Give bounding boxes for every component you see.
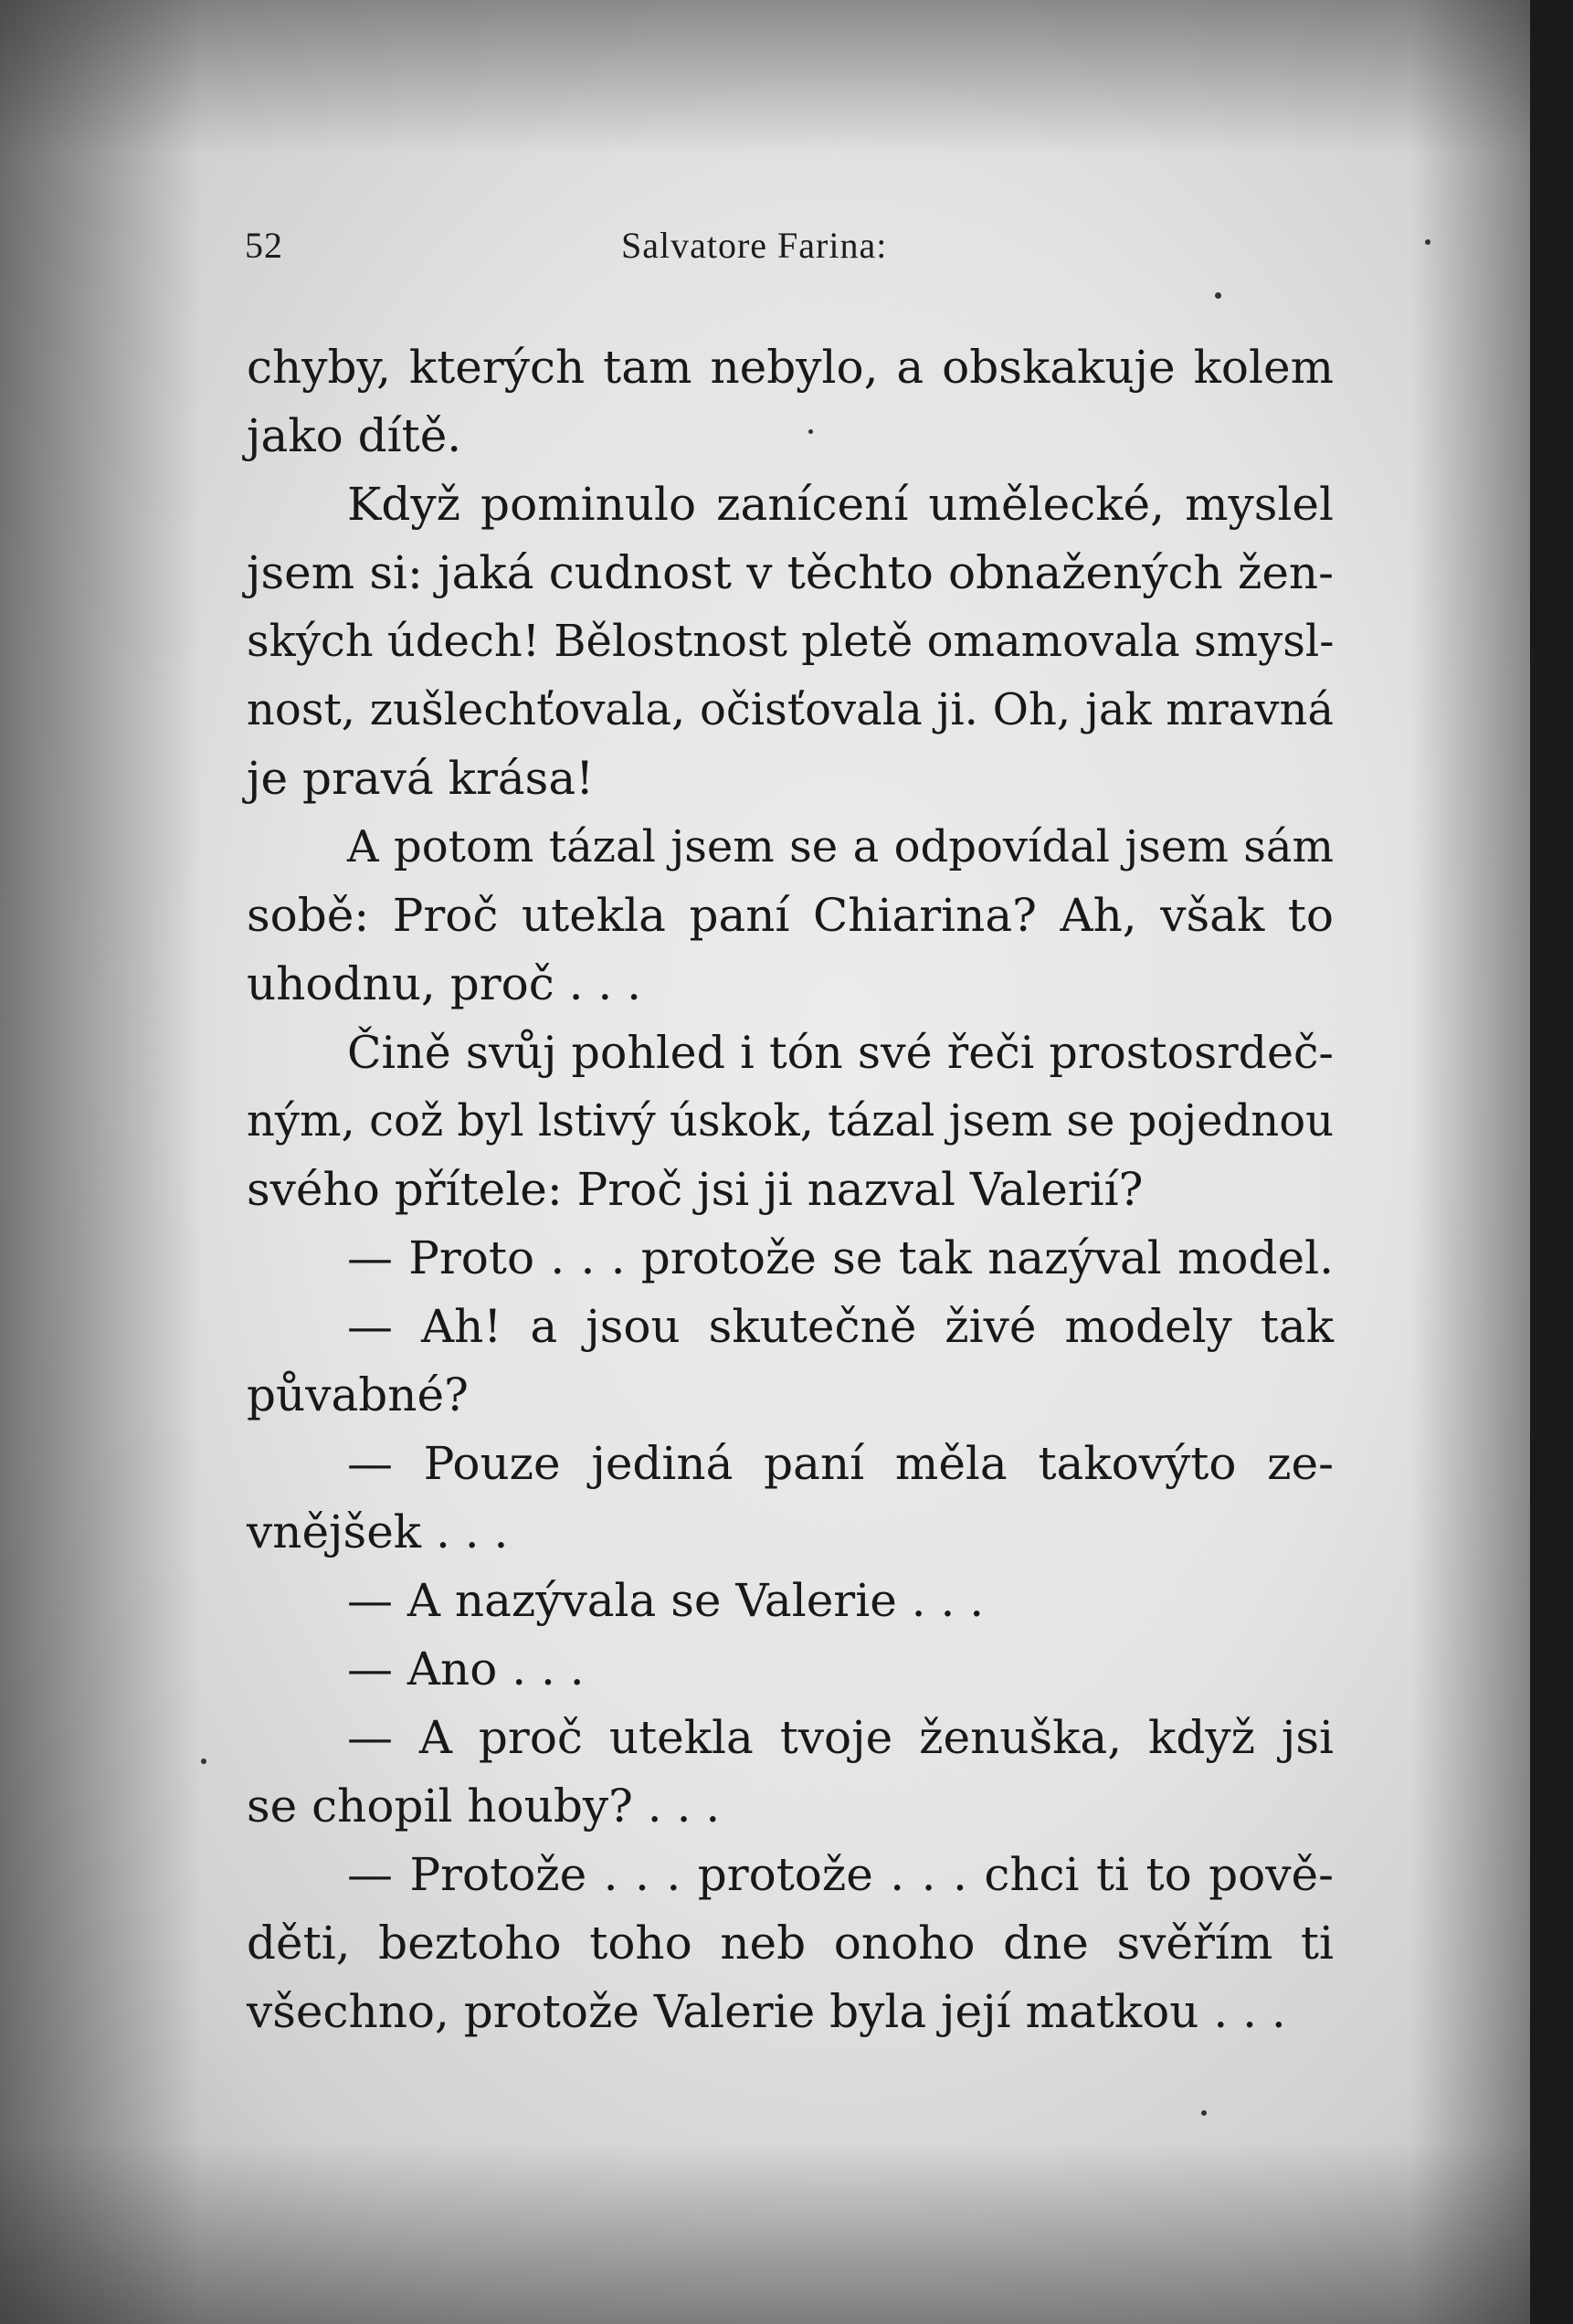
text-line: sobě: Proč utekla paní Chiarina? Ah, však to <box>247 889 1334 942</box>
text-line: — Proto . . . protože se tak nazýval model. <box>347 1231 1334 1284</box>
text-line: svého přítele: Proč jsi ji nazval Valerií? <box>247 1163 1144 1216</box>
text-line: Když pominulo zanícení umělecké, myslel <box>347 478 1334 531</box>
text-line: děti, beztoho toho neb onoho dne svěřím ti <box>247 1917 1334 1970</box>
text-line: ských údech! Bělostnost pletě omamovala smysl- <box>247 616 1335 667</box>
text-line: jsem si: jaká cudnost v těchto obnažených žen- <box>247 546 1334 599</box>
text-line: — A nazývala se Valerie . . . <box>347 1574 985 1627</box>
scan-speck <box>201 1759 206 1764</box>
page-edge-shadow-bottom <box>0 2141 1530 2324</box>
running-head: Salvatore Farina: <box>621 225 888 266</box>
text-line: uhodnu, proč . . . <box>247 957 642 1010</box>
body-text <box>247 333 1334 2046</box>
text-line: vnějšek . . . <box>247 1505 509 1558</box>
page-edge-shadow-right <box>1411 0 1530 2324</box>
text-line: jako dítě. <box>247 409 462 462</box>
page-header <box>245 224 1341 279</box>
scan-speck <box>1215 292 1221 299</box>
page-edge-shadow-top <box>0 0 1530 155</box>
text-line: — Pouze jediná paní měla takovýto ze- <box>347 1437 1334 1490</box>
page-number: 52 <box>245 225 283 266</box>
page-edge-shadow-left <box>0 0 201 2324</box>
text-line: je pravá krása! <box>247 752 595 805</box>
text-line: — Ah! a jsou skutečně živé modely tak <box>347 1300 1334 1353</box>
text-line: půvabné? <box>247 1368 469 1421</box>
text-line: ným, což byl lstivý úskok, tázal jsem se pojednou <box>247 1095 1334 1146</box>
text-line: se chopil houby? . . . <box>247 1780 721 1833</box>
text-line: — Ano . . . <box>347 1643 585 1695</box>
text-line: Čině svůj pohled i tón své řeči prostosrdeč- <box>347 1027 1334 1079</box>
text-line: A potom tázal jsem se a odpovídal jsem sám <box>347 821 1334 872</box>
text-line: — A proč utekla tvoje ženuška, když jsi <box>347 1711 1334 1764</box>
text-line: nost, zušlechťovala, očisťovala ji. Oh, jak mravná <box>247 684 1334 735</box>
text-line: všechno, protože Valerie byla její matkou . . . <box>247 1985 1286 2038</box>
text-line: chyby, kterých tam nebylo, a obskakuje kolem <box>247 341 1334 394</box>
scan-speck <box>1201 2110 1207 2116</box>
text-line: — Protože . . . protože . . . chci ti to pově- <box>347 1848 1334 1901</box>
scan-speck <box>808 429 813 434</box>
scan-speck <box>1425 239 1430 245</box>
